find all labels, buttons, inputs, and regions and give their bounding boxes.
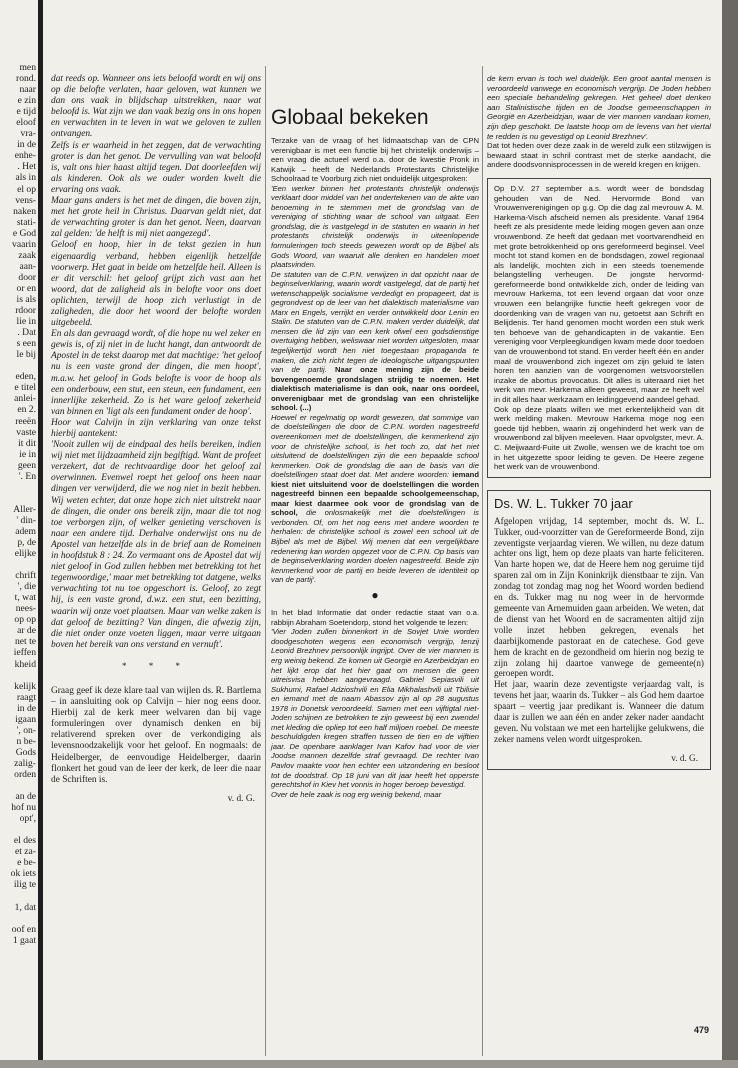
previous-page-line-fragment: lie in — [16, 316, 36, 328]
meditation-paragraph: En als dan gevraagd wordt, of die hope nu wel zeker en gewis is, of zij niet in de lucht hangt, dan antwoordt de Apostel in de tekst daarop met dat machtige: 'het geloof nu is een vaste grond der dingen, die men hoopt', m.a.w. het geloof in Gods belofte is voor de hoop als een onderbouw, een stut, een steun, een fundament, een innerlijke zekerheid. Zo is het ware geloof zekerheid van binnen en 'ligt als een fundament onder de hoop'. — [51, 329, 261, 417]
previous-page-line-fragment: e God — [12, 227, 36, 239]
previous-page-line-fragment — [0, 360, 36, 371]
previous-page-line-fragment: opt', — [19, 813, 36, 825]
bondsdag-announcement-box — [487, 178, 711, 478]
tukker-paragraph: Afgelopen vrijdag, 14 september, mocht ds. W. L. Tukker, oud-voorzitter van de Gereformeerde Bond, zijn zeventigste verjaardag vieren. We willen, nu deze datum achter ons ligt, hem op deze plaats van harte feliciteren. Van harte hopen we, dat de Heere hem nog geruime tijd sparen zal om in Zijn Koninkrijk dienstbaar te zijn. Van zondag tot zondag mag nog het Woord worden bediend en ds. Tukker mag nu nog weer in de hervormde gemeente van Arnemuiden gaan arbeiden. We weten, dat de dienst van het Woord en de sacramenten altijd zijn volle inzet hebben gekregen, evenals het daarbijkomende pastoraat en de catechese. God geve hem de kracht en de gezondheid om hierin nog bezig te zijn zolang hij daartoe vanwege de gemeente(n) geroepen wordt. — [494, 515, 704, 679]
bondsdag-paragraph: Op D.V. 27 september a.s. wordt weer de bondsdag gehouden van de Ned. Hervormde Bond van Vrouwenverenigingen op g.g. Op die dag zal mevrouw A. M. Harkema-Visch afscheid nemen als presidente. Vanaf 1964 heeft ze als presidente mede leiding mogen geven aan onze vrouwenbond. Ze heeft dat gedaan met voortvarendheid en met grote betrokkenheid op ons gereformeerd beginsel. Veel mocht tot stand komen en de bondsdagen, zowel regionaal als landelijk, mochten zich in een steeds toenemende belangstelling verheugen. De jongste hervormd-gereformeerde bond ontwikkelde zich, onder de leiding van mevrouw Harkema, tot een levend orgaan dat voor onze vrouwen een belangrijke functie heeft gekregen voor de doordenking van de vragen van nu, getoetst aan Schrift en Belijdenis. Ter hand genomen mocht worden een stuk werk ten behoeve van de gehandicapten in de vakantie. Een vereniging voor Verpleegkundigen kwam mede door toedoen van de vrouwenbond tot stand. En verder heeft één en ander maal de vrouwenbond zich ingezet om zijn geluid te laten horen ten aanzien van de voorgenomen wetsvoorstellen inzake de abortus provocatus. Dit alles is uiteraard niet het werk van mevr. Harkema alleen geweest, maar ze heeft wel in dit alles haar werkzaam en leidinggevend aandeel gehad. — [494, 183, 704, 404]
previous-page-line-fragment: el des — [13, 835, 36, 847]
quote-span: De statuten van de C.P.N. verwijzen in dat opzicht naar de beginselverklaring, waarin wordt vastgelegd, dat de partij het wetenschappelijk socialisme verdedigt en propageert, dat is gegrondvest op de leer van het dialektisch materialisme van Marx en Engels, verrijkt en verder ontwikkeld door Lenin en Stalin. De statuten van de C.P.N. maken verder duidelijk, dat mensen die lid zijn van een kerk ofwel een godsdienstige overtuiging hebben, weliswaar niet worden uitgesloten, maar tegelijkertijd wordt hen niet toegestaan propaganda te maken, die zich richt tegen de ideologische uitgangspunten van de partij. — [271, 269, 479, 375]
previous-page-line-fragment: eloof — [16, 117, 36, 129]
article-intro: Terzake van de vraag of het lidmaatschap van de CPN verenigbaar is met een functie bij het christelijk onderwijs – een vraag die actueel werd o.a. door de kwestie Pronk in Katwijk – heeft de Nederlands Protestants Christelijke Schoolraad te Voorburg zich niet onduidelijk uitgesproken: — [271, 136, 479, 184]
previous-page-line-fragment — [0, 559, 36, 570]
page-number: 479 — [694, 1025, 710, 1035]
previous-page-line-fragment — [0, 670, 36, 681]
column-divider — [265, 66, 266, 1056]
previous-page-line-fragment: kheid — [14, 658, 36, 670]
previous-page-line-fragment: p, de — [17, 537, 36, 549]
previous-page-line-fragment: zaak — [18, 249, 36, 261]
author-signature: v. d. G. — [227, 793, 255, 804]
tukker-birthday-box — [487, 490, 711, 770]
page-gutter-shadow — [38, 0, 43, 1068]
article-title: Globaal bekeken — [271, 106, 429, 129]
previous-page-line-fragment: hof nu — [11, 802, 36, 814]
right-column — [487, 74, 711, 770]
previous-page-line-fragment: op op — [14, 614, 36, 626]
previous-page-line-fragment: e titel — [14, 382, 36, 394]
informatie-quote: 'Vier Joden zullen binnenkort in de Sovjet Unie worden doodgeschoten wegens een economisch vergrijp, tenzij Leonid Brezhnev persoonlijk ingrijpt. Over de vier mannen is erg weinig bekend. Ze komen uit Georgië en Azerbeidzjan en het lijkt erop dat het hier gaat om mensen die geen uitreisvisa hebben aangevraagd. Gabriel Sepiasvili uit Sukhumi, Rafael Adzioshvili en Elia Mikhalashvili uit Tbilisie en iemand met de naam Abassov zijn al op 28 augustus 1978 in Donetsk veroordeeld. Samen met een vijftigtal niet-Joden schijnen ze betrokken te zijn geweest bij een zwendel met kleding die opliep tot een half miljoen roebel. De meeste beschuldigden kregen straffen tussen de tien en de vijftien jaar. De openbare aanklager Ivan Kafov had voor de vier Joodse mannen dezelfde straf gevraagd. De rechter Ivan Pavlov maakte voor hen echter een uitzondering en besloot tot de doodstraf. Op 18 juni van dit jaar heeft het opperste gerechtshof in Kiev het vonnis in hoger beroep bevestigd. — [271, 627, 479, 790]
previous-page-line-fragment: ie in — [19, 448, 36, 460]
previous-page-line-fragment — [0, 493, 36, 504]
quote-bold-span: iemand kiest niet uitsluitend voor de doelstellingen die worden nagestreefd binnen een bepaalde schoolgemeenschap, maar kiest daarmee ook voor de grondslag van de school, — [271, 470, 479, 518]
previous-page-line-fragment: . Dat — [17, 327, 36, 339]
quote-bold-span: Naar onze mening zijn de beide bovengenoemde grondslagen strijdig te noemen. Het dialektisch materialisme is dan ook, naar ons oordeel, onverenigbaar met de grondslag van een christelijke school. (...) — [271, 365, 480, 413]
meditation-paragraph: Zelfs is er waarheid in het zeggen, dat de verwachting groter is dan het genot. De vervulling van wat beloofd is, valt ons hier haast altijd tegen. Dat doorleefden wij als kinderen. Ook als we ouder worden kwelt die ervaring ons vaak. — [51, 140, 261, 195]
previous-page-line-fragment: e zin — [17, 95, 36, 107]
previous-page-line-fragment: s een — [16, 338, 36, 350]
previous-page-line-fragment: vens- — [15, 194, 36, 206]
previous-page-line-fragment: vra- — [20, 128, 36, 140]
previous-page-line-fragment: zalig- — [14, 757, 36, 769]
previous-page-line-fragment: rond. — [16, 73, 36, 85]
meditation-paragraph: Hoor wat Calvijn in zijn verklaring van onze tekst hierbij aantekent: — [51, 417, 261, 439]
schoolraad-quote: 'Een werker binnen het protestants christelijk onderwijs verklaart door middel van het ondertekenen van de akte van benoeming in te stemmen met de grondslag van de vereniging of stichting waar de school van uitgaat. Een grondslag, die is vastgelegd in de statuten en waarin in het protestants christelijk onderwijs in uiteenlopende formuleringen toch steeds gewezen wordt op de Bijbel als Gods Woord, van waaruit alle denken en handelen moet plaatsvinden. — [271, 183, 479, 270]
previous-page-line-fragment: Aller- — [13, 503, 36, 515]
meditation-paragraph: dat reeds op. Wanneer ons iets beloofd wordt en wij ons op die belofte verlaten, haar geloven, wat kunnen we dan ons vaak in blijdschap uitstrekken, naar wat beloofd is. Wat zijn we dan vaak bezig ons in ons hopen en verwachten in te leven in wat we geloven te zullen ontvangen. — [51, 74, 261, 140]
previous-page-line-fragment: ', on- — [16, 724, 36, 736]
meditation-paragraph: Geloof en hoop, hier in de tekst gezien in hun eigenaardig verband, hebben eigenlijk hetzelfde voorwerp. Het gaat in beide om hetzelfde heil. Alleen is er dit verschil: het geloof grijpt zich vast aan het woord, dat de zaligheid als in belofte voor ons doet oplichten, terwijl de hoop zich verlustigt in de zaligheden, die door het woord der belofte worden uitgebeeld. — [51, 240, 261, 329]
previous-page-line-fragment — [0, 824, 36, 835]
previous-page-line-fragment: 1 gaat — [12, 934, 36, 946]
informatie-intro: In het blad Informatie dat onder redactie staat van o.a. rabbijn Abraham Soetendorp, stond het volgende te lezen: — [271, 608, 479, 627]
quote-span: Hoewel er regelmatig op wordt gewezen, dat sommige van de doelstellingen die door de C.P.N. worden nagestreefd overeenkomen met de doelstellingen, die kenmerkend zijn voor de christelijke school, is het toch zo, dat het niet uitsluitend de doelstellingen zijn die een bepaalde school kenmerken. Ook de grondslag die aan de basis van die doelstellingen staat doet dat. Met andere woorden: — [271, 412, 479, 480]
previous-page-line-fragment: rdoor — [15, 305, 36, 317]
meditation-column — [51, 74, 261, 805]
globaal-bekeken-column — [271, 76, 479, 799]
previous-page-line-fragment: enhe- — [14, 150, 36, 162]
previous-page-line-fragment: men — [19, 62, 36, 73]
calvin-quote: 'Nooit zullen wij de eindpaal des heils bereiken, indien wij niet met lijdzaamheid zijn begiftigd. Want de profeet verzekert, dat de rechtvaardige door het geloof zal overwinnen. Evenwel roept het geloof ons heen naar dingen ver verwijderd, die we nog niet in bezit hebben. Wij weten echter, dat onze hope zich niet uitstrekt naar de dingen, die onder ons bereik zijn, maar die tot nog toe verborgen zijn, of welker genieting verschoven is naar een andere tijd. Derhalve onderwijst ons nu de Apostel van hetzelfde als in de brief aan de Romeinen in hoofdstuk 8 : 24. Zo vermaant ons de Apostel dat wij niet geloof in God zullen hebben met betrekking tot het tegenwoordige,' maar met betrekking tot datgene, welks verwachting tot nu toe opgeschort is. Geloof, zo zegt hij, is een vaste grond, d.w.z. een stut, een bezitting, waarin wij onze voet plaatsen. Maar van welke zaken is dat geloof de bezitting? Van dingen, die afwezig zijn, die niet onder onze voeten liggen, maar verre uitgaan boven het bereik van ons verstand en vernuft'. — [51, 440, 261, 650]
author-signature: v. d. G. — [671, 752, 698, 763]
previous-page-line-fragment — [0, 482, 36, 493]
previous-page-line-fragment: ', die — [17, 581, 36, 593]
previous-page-line-fragment: 1, dat — [14, 901, 36, 913]
previous-page-line-fragment: aan- — [19, 260, 36, 272]
previous-page-line-fragment: e tijd — [16, 106, 36, 118]
section-bullet: ● — [371, 587, 379, 602]
previous-page-line-fragment: eden, — [15, 371, 36, 383]
meditation-paragraph: Maar gans anders is het met de dingen, die boven zijn, met het grote heil in Christus. Daarvan geldt niet, dat de verwachting groter is dan het genot. Neen, daarvan zal gelden: 'de helft is mij niet aangezegd'. — [51, 196, 261, 240]
previous-page-line-fragment: t, wat — [14, 592, 36, 604]
previous-page-line-fragment: Gods — [15, 746, 36, 758]
previous-page-line-fragment: anlei- — [14, 393, 36, 405]
previous-page-line-fragment: is als — [16, 293, 36, 305]
previous-page-line-fragment: in de — [17, 139, 36, 151]
commentary-paragraph: Dat tot heden over deze zaak in de wereld zulk een stilzwijgen is bewaard staat in schril contrast met de sterke aandacht, die andere doodsvonnisprocessen in de wereld kregen en krijgen. — [487, 141, 711, 170]
previous-page-line-fragment: adem — [15, 525, 36, 537]
previous-page-line-fragment: geen — [17, 459, 36, 471]
previous-page-line-fragment: ok iets — [10, 868, 36, 880]
previous-page-line-fragment: e be- — [17, 857, 36, 869]
previous-page-line-fragment: reeën — [15, 415, 36, 427]
previous-page-line-fragment: . Het — [17, 161, 36, 173]
previous-page-line-fragment: naar — [19, 84, 36, 96]
previous-page-line-fragment: net te — [14, 636, 36, 648]
previous-page-line-fragment: vaste — [16, 426, 36, 438]
previous-page-line-fragment: nees- — [15, 603, 36, 615]
tukker-title: Ds. W. L. Tukker 70 jaar — [494, 495, 633, 511]
previous-page-line-fragment: raagt — [16, 691, 36, 703]
previous-page-line-fragment: or en — [16, 282, 36, 294]
previous-page-line-fragment: orden — [14, 769, 36, 780]
previous-page-line-fragment: als in — [15, 172, 36, 184]
previous-page-line-fragment — [0, 913, 36, 924]
previous-page-line-fragment: an de — [15, 791, 36, 803]
previous-page-line-fragment: vaarin — [12, 238, 36, 250]
previous-page-line-fragment: kelijk — [14, 680, 36, 692]
previous-page-line-fragment: ilig te — [13, 879, 36, 891]
closing-paragraph: Graag geef ik deze klare taal van wijlen ds. R. Bartlema – in aansluiting ook op Calvijn – hier nog eens door. Hierbij zal de kerk meer welvaren dan bij vage formuleringen over dynamisch denken en bij relativerend spreken over de verkondiging als levensnoodzakelijk voor het geloof. En nogmaals: de Heidelberger, de eenvoudige Heidelberger, daarin flonkert het goud van de leer der kerk, de leer die naar de Schriften is. — [51, 685, 261, 785]
previous-page-line-fragment: n be- — [16, 735, 36, 747]
informatie-quote-end: de kern ervan is toch wel duidelijk. Een groot aantal mensen is veroordeeld vanwege en economisch vergrijp. De Joden hebben een speciale behandeling gekregen. Het geheel doet denken aan Stalinistische tijden en de Joodse gemeenschappen in Georgië en Azerbeidzjan, waar de vier mannen vandaan komen, zijn diep geschokt. De laatste hoop om de levens van het viertal te redden is nu gevestigd op Leonid Brezhnev'. — [487, 74, 711, 141]
section-separator: * * * — [122, 660, 190, 671]
previous-page-line-fragment: '. En — [18, 470, 36, 482]
previous-page-line-fragment: chrift — [15, 570, 36, 582]
previous-page-line-fragment: le bij — [16, 349, 36, 361]
previous-page-line-fragment: it dit — [18, 437, 36, 449]
previous-page-line-fragment: oof en — [11, 923, 36, 935]
column-divider — [482, 66, 483, 1056]
previous-page-column-fragment — [0, 62, 36, 1022]
previous-page-line-fragment: naken — [13, 205, 36, 217]
schoolraad-quote-continued — [271, 270, 479, 413]
previous-page-line-fragment: ' din- — [16, 514, 36, 526]
previous-page-line-fragment: door — [18, 271, 36, 283]
previous-page-line-fragment: igaan — [15, 713, 36, 725]
book-bottom-edge — [0, 1060, 738, 1068]
book-edge — [722, 0, 738, 1068]
previous-page-line-fragment: et za- — [14, 846, 36, 858]
previous-page-line-fragment: ar de — [17, 625, 36, 637]
previous-page-line-fragment: elijke — [14, 548, 36, 560]
previous-page-line-fragment — [0, 891, 36, 902]
previous-page-line-fragment: el op — [17, 183, 36, 195]
previous-page-line-fragment — [0, 780, 36, 791]
previous-page-line-fragment: in de — [17, 702, 36, 714]
previous-page-line-fragment: ieffen — [13, 647, 36, 659]
tukker-paragraph: Het jaar, waarin deze zeventigste verjaardag valt, is tevens het jaar, waarin ds. Tukker – als God hem daartoe spaart – veertig jaar predikant is. Wanneer die datum daar is zullen we aan één en ander zeker nader aandacht geven. Nu volstaan we met een hartelijke gelukwens, die zeker namens velen wordt uitgesproken. — [494, 679, 704, 744]
previous-page-line-fragment: stati- — [16, 216, 36, 228]
informatie-quote-continued: Over de hele zaak is nog erg weinig bekend, maar — [271, 789, 442, 799]
quote-span: die onlosmakelijk met die doelstellingen is verbonden. Of, om het nog eens met andere woorden te herhalen: de christelijke school is zowel een school uit de Bijbel als met de Bijbel. Wij menen dat een vergelijkbare redenering kan worden opgezet voor de C.P.N. Op basis van de beginselverklaring worden doelen nagestreefd. Beide zijn kenmerkend voor de partij en beide leveren de identiteit op van de partij'. — [271, 508, 480, 585]
bondsdag-paragraph: Ook op deze plaats willen we met erkentelijkheid van dit werk melding maken. Mevrouw Harkema moge nog een goede tijd hebben, waarin zij ongehinderd het werk van de vrouwenbond zal blijven meeleven. Haar opvolgster, mevr. A. C. Meijwaard-Fuite uit Zwolle, wensen we de kracht toe om in het uitgezette spoor leiding te geven. De Heere zegene het werk van de vrouwenbond. — [494, 404, 704, 472]
schoolraad-quote-paragraph — [271, 413, 479, 585]
previous-page-line-fragment: en 2. — [17, 404, 36, 416]
